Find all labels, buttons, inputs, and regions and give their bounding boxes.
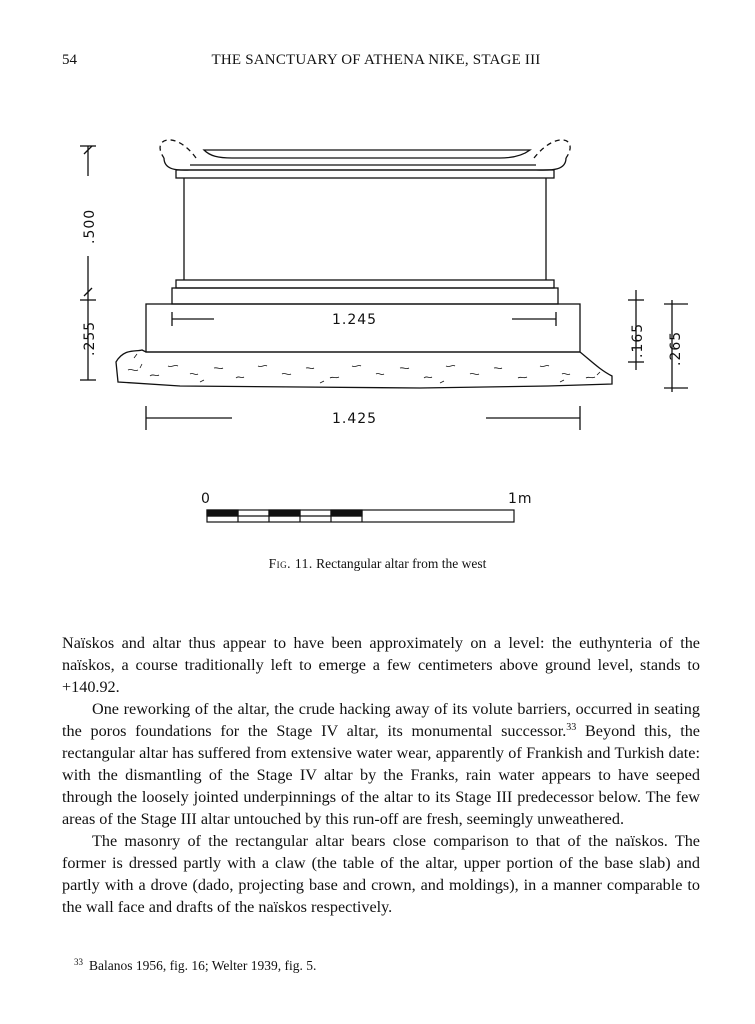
footnote-33 [74, 958, 316, 974]
paragraph-2-end: Beyond this, the rectangular altar has suffered from extensive water wear, apparently of Frankish and Turkish date: with the dismantling of the Stage IV altar by the Franks, rain water appears to have seeped through the loosely jointed underpinnings of the altar to its Stage III predecessor below. The few areas of the Stage III altar untouched by this run-off are fresh, seemingly unweathered. [62, 722, 700, 828]
footnote-text: Balanos 1956, fig. 16; Welter 1939, fig. 5. [89, 958, 317, 973]
body-text [62, 632, 700, 918]
figure-label: Fig. 11. [268, 556, 313, 571]
dim-crown-height: .500 [82, 208, 98, 244]
dim-outer-width: 1.425 [332, 411, 378, 427]
foundation-rubble [116, 350, 612, 388]
paragraph-1: Naïskos and altar thus appear to have been approximately on a level: the euthynteria of the naïskos, a course traditionally left to emerge a few centimeters above ground level, stands to +140.92. [62, 634, 700, 696]
dim-base-height: .255 [82, 320, 98, 356]
altar-table-surface [204, 150, 530, 158]
running-title: THE SANCTUARY OF ATHENA NIKE, STAGE III [211, 52, 541, 68]
rubble-texture [128, 354, 600, 383]
paragraph-2-start: One reworking of the altar, the crude hacking away of its volute barriers, occurred in seating the poros foundations for the Stage IV altar, its monumental successor. [62, 700, 700, 740]
paragraph-2 [62, 698, 700, 830]
altar-crown-band [176, 170, 554, 178]
right-volute-outline [534, 140, 570, 158]
scale-end-label: 1m [508, 491, 533, 507]
left-volute-outline [160, 140, 196, 158]
footnote-number: 33 [74, 957, 83, 967]
altar-table [164, 158, 566, 170]
dim-right-large: .265 [668, 330, 684, 366]
paragraph-3: The masonry of the rectangular altar bears close comparison to that of the naïskos. The former is dressed partly with a claw (the table of the altar, upper portion of the base slab) and partly with a drove (dado, projecting base and crown, and moldings), in a manner comparable to the wall face and drafts of the naïskos respectively. [62, 832, 700, 916]
scale-bar [207, 510, 514, 522]
molding-upper [176, 280, 554, 288]
dim-inner-width: 1.245 [332, 312, 378, 328]
dim-right-small: .165 [630, 322, 646, 358]
footnote-ref-33[interactable]: 33 [566, 722, 577, 733]
figure-caption-text: Rectangular altar from the west [316, 556, 487, 571]
page-number: 54 [62, 52, 77, 68]
figure-caption [0, 556, 755, 572]
molding-lower [172, 288, 558, 304]
scale-start-label: 0 [201, 491, 211, 507]
